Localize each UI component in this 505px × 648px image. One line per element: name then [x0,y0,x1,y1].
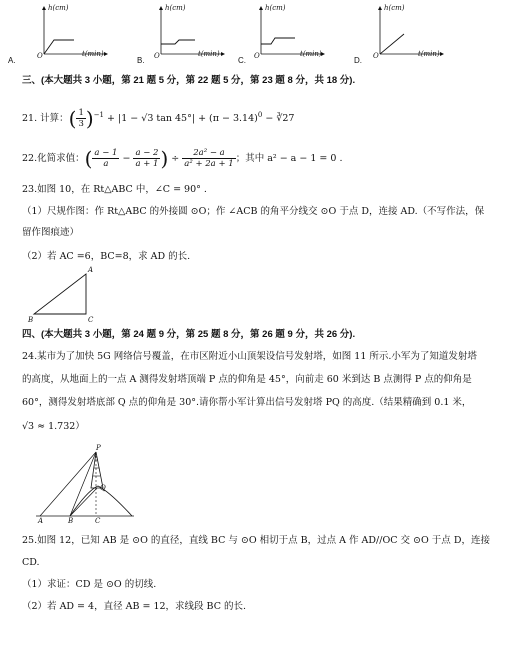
option-b-label: B. [137,56,145,65]
question-23-part2: （2）若 AC =6，BC=8，求 AD 的长. [22,251,191,262]
fig11-label-q: Q [100,484,106,492]
graph-b-ylabel: h(cm) [165,4,186,12]
question-25-line1: 25.如图 12，已知 AB 是 ⊙O 的直径，直线 BC 与 ⊙O 相切于点 B，过点 A 作 AD//OC 交 ⊙O 于点 D，连接 [22,535,490,546]
fig11-label-c: C [95,517,101,525]
question-25-part2: （2）若 AD = 4，直径 AB = 12，求线段 BC 的长. [22,601,247,612]
q22-condition: ；其中 a² − a − 1 = 0 . [235,153,343,164]
q21-label: 21. 计算： [22,113,69,125]
graph-d-origin: O [373,52,379,60]
question-23-part1a: （1）尺规作图：作 Rt△ABC 的外接圆 ⊙O；作 ∠ACB 的角平分线交 ⊙O 于点 D，连接 AD.（不写作法，保 [22,206,485,217]
figure-11-tower [30,446,140,529]
q22-label: 22.化简求值： [22,153,85,164]
graph-c-ylabel: h(cm) [265,4,286,12]
question-25-part1: （1）求证：CD 是 ⊙O 的切线. [22,579,157,590]
graph-b-xlabel: t(min) [198,50,220,58]
graph-c-xlabel: t(min) [300,50,322,58]
fig11-label-p: P [96,444,101,452]
option-c-label: C. [238,56,246,65]
question-24-line2: 的高度，从地面上的一点 A 测得发射塔顶端 P 点的仰角是 45°，向前走 60 米到达 B 点测得 P 点的仰角是 [22,374,472,385]
graph-b-origin: O [154,52,160,60]
question-23-stem: 23.如图 10，在 Rt△ABC 中，∠C = 90° . [22,184,207,195]
graph-a-xlabel: t(min) [82,50,104,58]
q21-fraction: $\frac{1}{3}$ [78,108,84,130]
option-a-label: A. [8,56,16,65]
question-23-part1b: 留作图痕迹） [22,227,80,238]
question-24-line3: 60°，测得发射塔底部 Q 点的仰角是 30°.请你帮小军计算出信号发射塔 PQ 的高度.（结果精确到 0.1 米， [22,397,472,408]
graph-a-origin: O [37,52,43,60]
q21-exponent: −1 [93,111,105,119]
graph-c-origin: O [254,52,260,60]
section-3-title: 三、(本大题共 3 小题，第 21 题 5 分，第 22 题 5 分，第 23 题 8 分，共 18 分). [22,75,356,86]
question-25-line2: CD. [22,557,40,568]
graph-d-ylabel: h(cm) [384,4,405,12]
question-24-line1: 24.某市为了加快 5G 网络信号覆盖，在市区附近小山顶架设信号发射塔，如图 11 所示.小军为了知道发射塔 [22,351,477,362]
question-21: 21. 计算：( $\frac{1}{3}$ )$^{-1}$ + |1 − √3 $\tan 45^\circ| + (\pi - 3.14)^0$ − ∛27 [22,106,295,131]
question-22: 22.化简求值：( $\frac{a - 1}{a}$ − $\frac{a - 2}{a + 1}$ ) ÷ $\frac{\text{2a² − a}}{\text{a² + 2a + 1}}$ ；其中 a² − a − 1 = 0 . [22,146,343,171]
q21-abs: 1 − √3 tan 45° [121,113,192,125]
q21-paren: (π − 3.14) [209,113,258,125]
graph-a-ylabel: h(cm) [48,4,69,12]
fig11-label-b: B [68,517,74,525]
section-4-title: 四、(本大题共 3 小题，第 24 题 9 分，第 25 题 8 分，第 26 题 9 分，共 26 分). [22,329,356,340]
fig10-label-a: A [88,266,94,274]
option-d-label: D. [354,56,362,65]
graph-d-xlabel: t(min) [418,50,440,58]
fig10-label-b: B [28,316,34,324]
q21-tail: − ∛27 [262,113,295,125]
fig11-label-a: A [38,517,44,525]
question-24-line4: √3 ≈ 1.732） [22,421,85,432]
fig10-label-c: C [88,316,94,324]
